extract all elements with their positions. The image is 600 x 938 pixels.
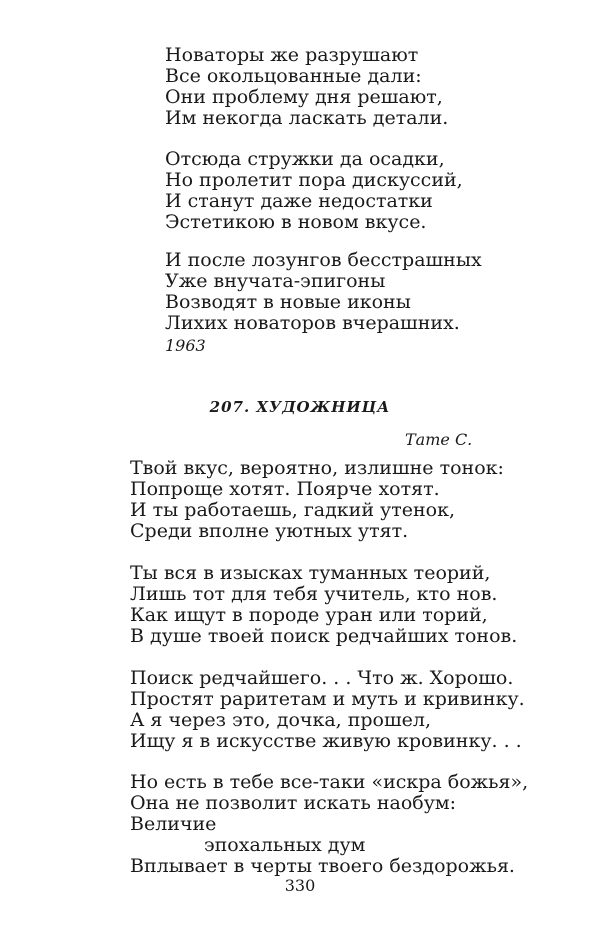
poem-line: Но пролетит пора дискуссий, [165,169,463,191]
poem-line: Лихих новаторов вчерашних. [165,312,460,334]
poem-line: Ищу я в искусстве живую кровинку. . . [130,730,522,752]
poem-line: Ты вся в изысках туманных теорий, [130,562,491,584]
poem-dedication: Тате С. [405,430,473,449]
poem-year: 1963 [165,336,206,355]
poem-line: И после лозунгов бесстрашных [165,249,482,271]
poem-line: И ты работаешь, гадкий утенок, [130,499,455,521]
poem-title: 207. ХУДОЖНИЦА [209,398,391,416]
poem-line: Но есть в тебе все-таки «искра божья», [130,771,529,793]
poem-line: Они проблему дня решают, [165,86,443,108]
poem-line: И станут даже недостатки [165,190,433,212]
poem-line: Уже внучата-эпигоны [165,270,386,292]
poem-line: Вплывает в черты твоего бездорожья. [130,855,515,877]
poem-line: А я через это, дочка, прошел, [130,709,432,731]
poem-line: Эстетикою в новом вкусе. [165,211,427,233]
poem-line: Отсюда стружки да осадки, [165,148,445,170]
poem-line: Попроще хотят. Поярче хотят. [130,478,440,500]
poem-line: Среди вполне уютных утят. [130,520,409,542]
poem-line: Им некогда ласкать детали. [165,107,449,129]
page-number: 330 [284,876,316,895]
poem-line: эпохальных дум [204,834,366,856]
poem-line: В душе твоей поиск редчайших тонов. [130,625,518,647]
poem-line: Она не позволит искать наобум: [130,792,457,814]
poem-line: Лишь тот для тебя учитель, кто нов. [130,583,498,605]
poem-line: Как ищут в породе уран или торий, [130,604,488,626]
poem-line: Твой вкус, вероятно, излишне тонок: [130,457,504,479]
poem-line: Возводят в новые иконы [165,291,411,313]
poem-line: Все окольцованные дали: [165,65,422,87]
poem-line: Новаторы же разрушают [165,44,419,66]
poem-line: Величие [130,813,217,835]
poem-line: Простят раритетам и муть и кривинку. [130,688,525,710]
poem-line: Поиск редчайшего. . . Что ж. Хорошо. [130,667,514,689]
